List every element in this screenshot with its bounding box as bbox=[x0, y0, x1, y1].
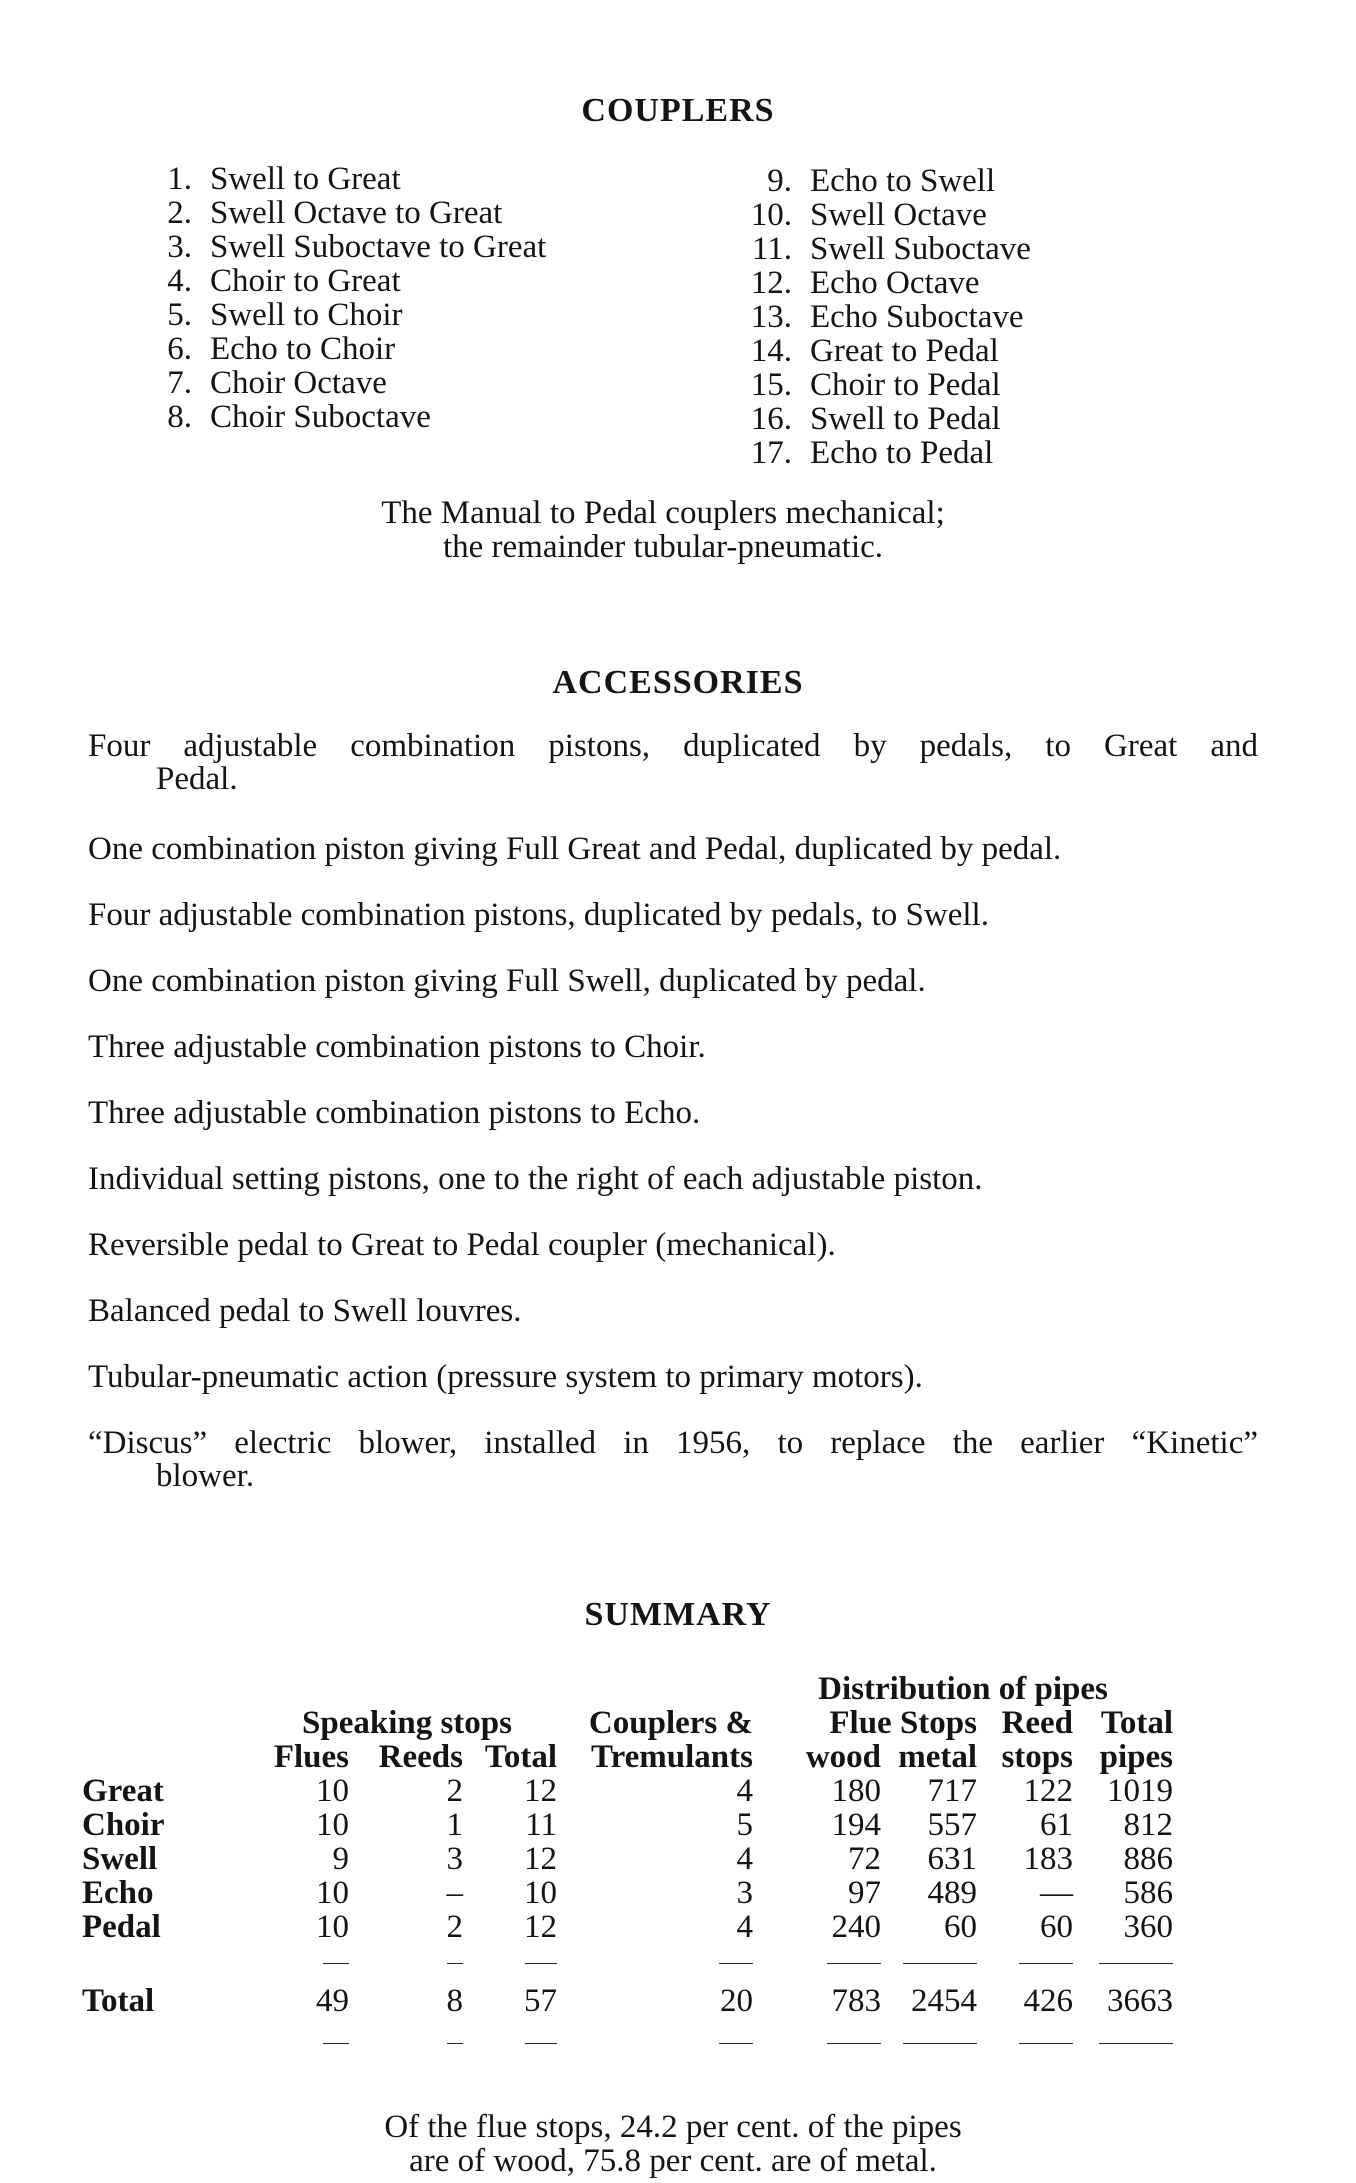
item-label: Swell to Great bbox=[210, 161, 401, 197]
item-number: 12. bbox=[750, 265, 792, 301]
header-flue-stops: Flue Stops bbox=[829, 1705, 977, 1741]
item-number: 11. bbox=[751, 231, 792, 267]
header-pipes: pipes bbox=[1099, 1739, 1173, 1775]
rule-line bbox=[447, 1963, 463, 1964]
cell-reed-stops: 426 bbox=[1023, 1983, 1073, 2019]
cell-total-stops: 12 bbox=[524, 1909, 557, 1945]
rule-line bbox=[827, 1963, 881, 1964]
cell-couplers: 4 bbox=[736, 1909, 753, 1945]
list-item bbox=[140, 230, 546, 264]
accessories-heading: ACCESSORIES bbox=[552, 664, 804, 701]
item-text: Four adjustable combination pistons, duplicated by pedals, to Great and bbox=[88, 728, 1258, 764]
row-division: Echo bbox=[82, 1875, 154, 1911]
table-header-row bbox=[82, 1672, 1173, 1706]
summary-heading: SUMMARY bbox=[584, 1596, 772, 1633]
list-item bbox=[88, 1295, 1258, 1328]
cell-metal: 557 bbox=[927, 1807, 977, 1843]
cell-flues: 10 bbox=[316, 1773, 349, 1809]
cell-metal: 2454 bbox=[911, 1983, 977, 2019]
list-item bbox=[88, 833, 1258, 866]
cell-reeds: – bbox=[446, 1875, 463, 1911]
rule-line bbox=[903, 2043, 977, 2044]
couplers-note-line: the remainder tubular-pneumatic. bbox=[442, 529, 884, 565]
item-number: 4. bbox=[167, 263, 192, 299]
rule-line bbox=[1099, 1963, 1173, 1964]
item-label: Choir to Pedal bbox=[810, 367, 1001, 403]
item-label: Choir to Great bbox=[210, 263, 401, 299]
couplers-heading: COUPLERS bbox=[581, 92, 775, 129]
item-text-continued: Pedal. bbox=[156, 761, 238, 797]
item-text: Four adjustable combination pistons, duplicated by pedals, to Swell. bbox=[88, 897, 989, 933]
cell-flues: 10 bbox=[316, 1875, 349, 1911]
cell-total-stops: 12 bbox=[524, 1841, 557, 1877]
rule-line bbox=[903, 1963, 977, 1964]
list-item bbox=[726, 334, 1031, 368]
item-text: Individual setting pistons, one to the right of each adjustable piston. bbox=[88, 1161, 983, 1197]
rule-line bbox=[1099, 2043, 1173, 2044]
header-wood: wood bbox=[805, 1739, 881, 1775]
table-row bbox=[82, 1876, 1173, 1910]
cell-flues: 9 bbox=[332, 1841, 349, 1877]
item-number: 6. bbox=[167, 331, 192, 367]
rule-line bbox=[525, 1963, 557, 1964]
list-item bbox=[726, 368, 1031, 402]
list-item bbox=[140, 400, 546, 434]
item-text-continued: blower. bbox=[156, 1458, 255, 1494]
cell-total-pipes: 812 bbox=[1123, 1807, 1173, 1843]
header-tremulants: Tremulants bbox=[591, 1739, 753, 1775]
rule-line bbox=[719, 1963, 753, 1964]
cell-metal: 60 bbox=[944, 1909, 977, 1945]
header-distribution-of-pipes: Distribution of pipes bbox=[818, 1671, 1108, 1707]
cell-wood: 240 bbox=[831, 1909, 881, 1945]
item-label: Echo Octave bbox=[810, 265, 980, 301]
couplers-list-left bbox=[140, 162, 546, 434]
cell-flues: 10 bbox=[316, 1909, 349, 1945]
rule-line bbox=[827, 2043, 881, 2044]
table-header-row bbox=[82, 1706, 1173, 1740]
rule-line bbox=[719, 2043, 753, 2044]
cell-couplers: 4 bbox=[736, 1773, 753, 1809]
cell-wood: 783 bbox=[831, 1983, 881, 2019]
item-label: Choir Suboctave bbox=[210, 399, 431, 435]
cell-flues: 49 bbox=[316, 1983, 349, 2019]
rule-line bbox=[447, 2043, 463, 2044]
cell-reeds: 8 bbox=[446, 1983, 463, 2019]
table-total-row bbox=[82, 1978, 1173, 2024]
item-text: Three adjustable combination pistons to Choir. bbox=[88, 1029, 706, 1065]
item-label: Echo Suboctave bbox=[810, 299, 1024, 335]
cell-wood: 72 bbox=[848, 1841, 881, 1877]
summary-footnote bbox=[0, 2110, 1356, 2178]
table-rule-row bbox=[82, 2024, 1173, 2058]
table-row bbox=[82, 1842, 1173, 1876]
cell-wood: 194 bbox=[831, 1807, 881, 1843]
item-label: Swell Octave to Great bbox=[210, 195, 503, 231]
item-label: Great to Pedal bbox=[810, 333, 999, 369]
rule-line bbox=[525, 2043, 557, 2044]
item-number: 16. bbox=[750, 401, 792, 437]
cell-total-pipes: 886 bbox=[1123, 1841, 1173, 1877]
item-number: 1. bbox=[167, 161, 192, 197]
item-number: 9. bbox=[767, 163, 792, 199]
item-text: Tubular-pneumatic action (pressure system to primary motors). bbox=[88, 1359, 923, 1395]
header-stops: stops bbox=[1001, 1739, 1073, 1775]
rule-line bbox=[1019, 1963, 1073, 1964]
header-reed: Reed bbox=[1001, 1705, 1073, 1741]
list-item bbox=[88, 1097, 1258, 1130]
item-label: Echo to Swell bbox=[810, 163, 996, 199]
item-number: 14. bbox=[750, 333, 792, 369]
list-item bbox=[140, 366, 546, 400]
couplers-note-line: The Manual to Pedal couplers mechanical; bbox=[381, 495, 945, 531]
item-number: 8. bbox=[167, 399, 192, 435]
list-item bbox=[140, 332, 546, 366]
cell-couplers: 3 bbox=[736, 1875, 753, 1911]
item-label: Swell to Pedal bbox=[810, 401, 1001, 437]
table-row bbox=[82, 1808, 1173, 1842]
item-label: Swell Suboctave to Great bbox=[210, 229, 547, 265]
item-number: 10. bbox=[750, 197, 792, 233]
list-item bbox=[140, 196, 546, 230]
item-number: 5. bbox=[167, 297, 192, 333]
header-couplers: Couplers & bbox=[588, 1705, 753, 1741]
item-text: Three adjustable combination pistons to Echo. bbox=[88, 1095, 701, 1131]
item-number: 7. bbox=[167, 365, 192, 401]
list-item bbox=[726, 164, 1031, 198]
item-text: Reversible pedal to Great to Pedal coupler (mechanical). bbox=[88, 1227, 836, 1263]
item-number: 3. bbox=[167, 229, 192, 265]
table-header-row bbox=[82, 1740, 1173, 1774]
list-item bbox=[140, 162, 546, 196]
cell-total-pipes: 360 bbox=[1123, 1909, 1173, 1945]
couplers-note bbox=[0, 496, 1356, 564]
header-total: Total bbox=[1100, 1705, 1173, 1741]
cell-total-stops: 11 bbox=[525, 1807, 557, 1843]
cell-total-stops: 10 bbox=[524, 1875, 557, 1911]
cell-reeds: 1 bbox=[446, 1807, 463, 1843]
table-row bbox=[82, 1774, 1173, 1808]
rule-line bbox=[323, 2043, 349, 2044]
cell-total-pipes: 586 bbox=[1123, 1875, 1173, 1911]
cell-reed-stops: 61 bbox=[1040, 1807, 1073, 1843]
item-number: 17. bbox=[750, 435, 792, 471]
item-label: Choir Octave bbox=[210, 365, 387, 401]
row-division: Swell bbox=[82, 1841, 158, 1877]
item-text: One combination piston giving Full Swell, duplicated by pedal. bbox=[88, 963, 926, 999]
header-metal: metal bbox=[898, 1739, 977, 1775]
item-text: “Discus” electric blower, installed in 1956, to replace the earlier “Kinetic” bbox=[88, 1425, 1258, 1461]
cell-total-pipes: 3663 bbox=[1107, 1983, 1173, 2019]
row-division: Pedal bbox=[82, 1909, 161, 1945]
list-item bbox=[726, 198, 1031, 232]
summary-table bbox=[82, 1672, 1173, 2058]
row-division: Great bbox=[82, 1773, 164, 1809]
item-label: Swell to Choir bbox=[210, 297, 403, 333]
cell-metal: 489 bbox=[927, 1875, 977, 1911]
list-item bbox=[726, 436, 1031, 470]
footnote-line: Of the flue stops, 24.2 per cent. of the pipes bbox=[384, 2109, 962, 2145]
cell-metal: 631 bbox=[927, 1841, 977, 1877]
cell-reeds: 3 bbox=[446, 1841, 463, 1877]
couplers-list-right bbox=[726, 164, 1031, 470]
list-item bbox=[726, 402, 1031, 436]
item-text: One combination piston giving Full Great and Pedal, duplicated by pedal. bbox=[88, 831, 1062, 867]
rule-line bbox=[1019, 2043, 1073, 2044]
cell-flues: 10 bbox=[316, 1807, 349, 1843]
item-label: Echo to Pedal bbox=[810, 435, 994, 471]
cell-reeds: 2 bbox=[446, 1773, 463, 1809]
row-division: Choir bbox=[82, 1807, 165, 1843]
row-division-total: Total bbox=[82, 1983, 155, 2019]
item-number: 15. bbox=[750, 367, 792, 403]
cell-reed-stops: 60 bbox=[1040, 1909, 1073, 1945]
cell-couplers: 4 bbox=[736, 1841, 753, 1877]
list-item bbox=[140, 264, 546, 298]
cell-total-stops: 12 bbox=[524, 1773, 557, 1809]
cell-reed-stops: 183 bbox=[1023, 1841, 1073, 1877]
list-item bbox=[726, 300, 1031, 334]
cell-couplers: 5 bbox=[736, 1807, 753, 1843]
item-label: Swell Octave bbox=[810, 197, 987, 233]
item-label: Echo to Choir bbox=[210, 331, 396, 367]
list-item bbox=[88, 1031, 1258, 1064]
list-item bbox=[88, 899, 1258, 932]
header-speaking-stops: Speaking stops bbox=[301, 1705, 512, 1741]
cell-wood: 97 bbox=[848, 1875, 881, 1911]
cell-couplers: 20 bbox=[720, 1983, 753, 2019]
item-number: 2. bbox=[167, 195, 192, 231]
table-rule-row bbox=[82, 1944, 1173, 1978]
list-item bbox=[726, 266, 1031, 300]
cell-total-stops: 57 bbox=[524, 1983, 557, 2019]
header-flues: Flues bbox=[273, 1739, 349, 1775]
list-item bbox=[88, 1361, 1258, 1394]
rule-line bbox=[323, 1963, 349, 1964]
list-item bbox=[88, 1427, 1258, 1493]
list-item bbox=[88, 965, 1258, 998]
item-label: Swell Suboctave bbox=[810, 231, 1031, 267]
cell-total-pipes: 1019 bbox=[1107, 1773, 1173, 1809]
header-total-stops: Total bbox=[484, 1739, 557, 1775]
list-item bbox=[88, 1163, 1258, 1196]
item-text: Balanced pedal to Swell louvres. bbox=[88, 1293, 522, 1329]
list-item bbox=[140, 298, 546, 332]
item-number: 13. bbox=[750, 299, 792, 335]
list-item bbox=[88, 1229, 1258, 1262]
table-row bbox=[82, 1910, 1173, 1944]
footnote-line: are of wood, 75.8 per cent. are of metal. bbox=[409, 2143, 937, 2179]
list-item bbox=[88, 730, 1258, 796]
cell-wood: 180 bbox=[831, 1773, 881, 1809]
cell-metal: 717 bbox=[927, 1773, 977, 1809]
list-item bbox=[726, 232, 1031, 266]
cell-reed-stops: — bbox=[1040, 1875, 1073, 1911]
header-reeds: Reeds bbox=[378, 1739, 463, 1775]
cell-reed-stops: 122 bbox=[1023, 1773, 1073, 1809]
cell-reeds: 2 bbox=[446, 1909, 463, 1945]
